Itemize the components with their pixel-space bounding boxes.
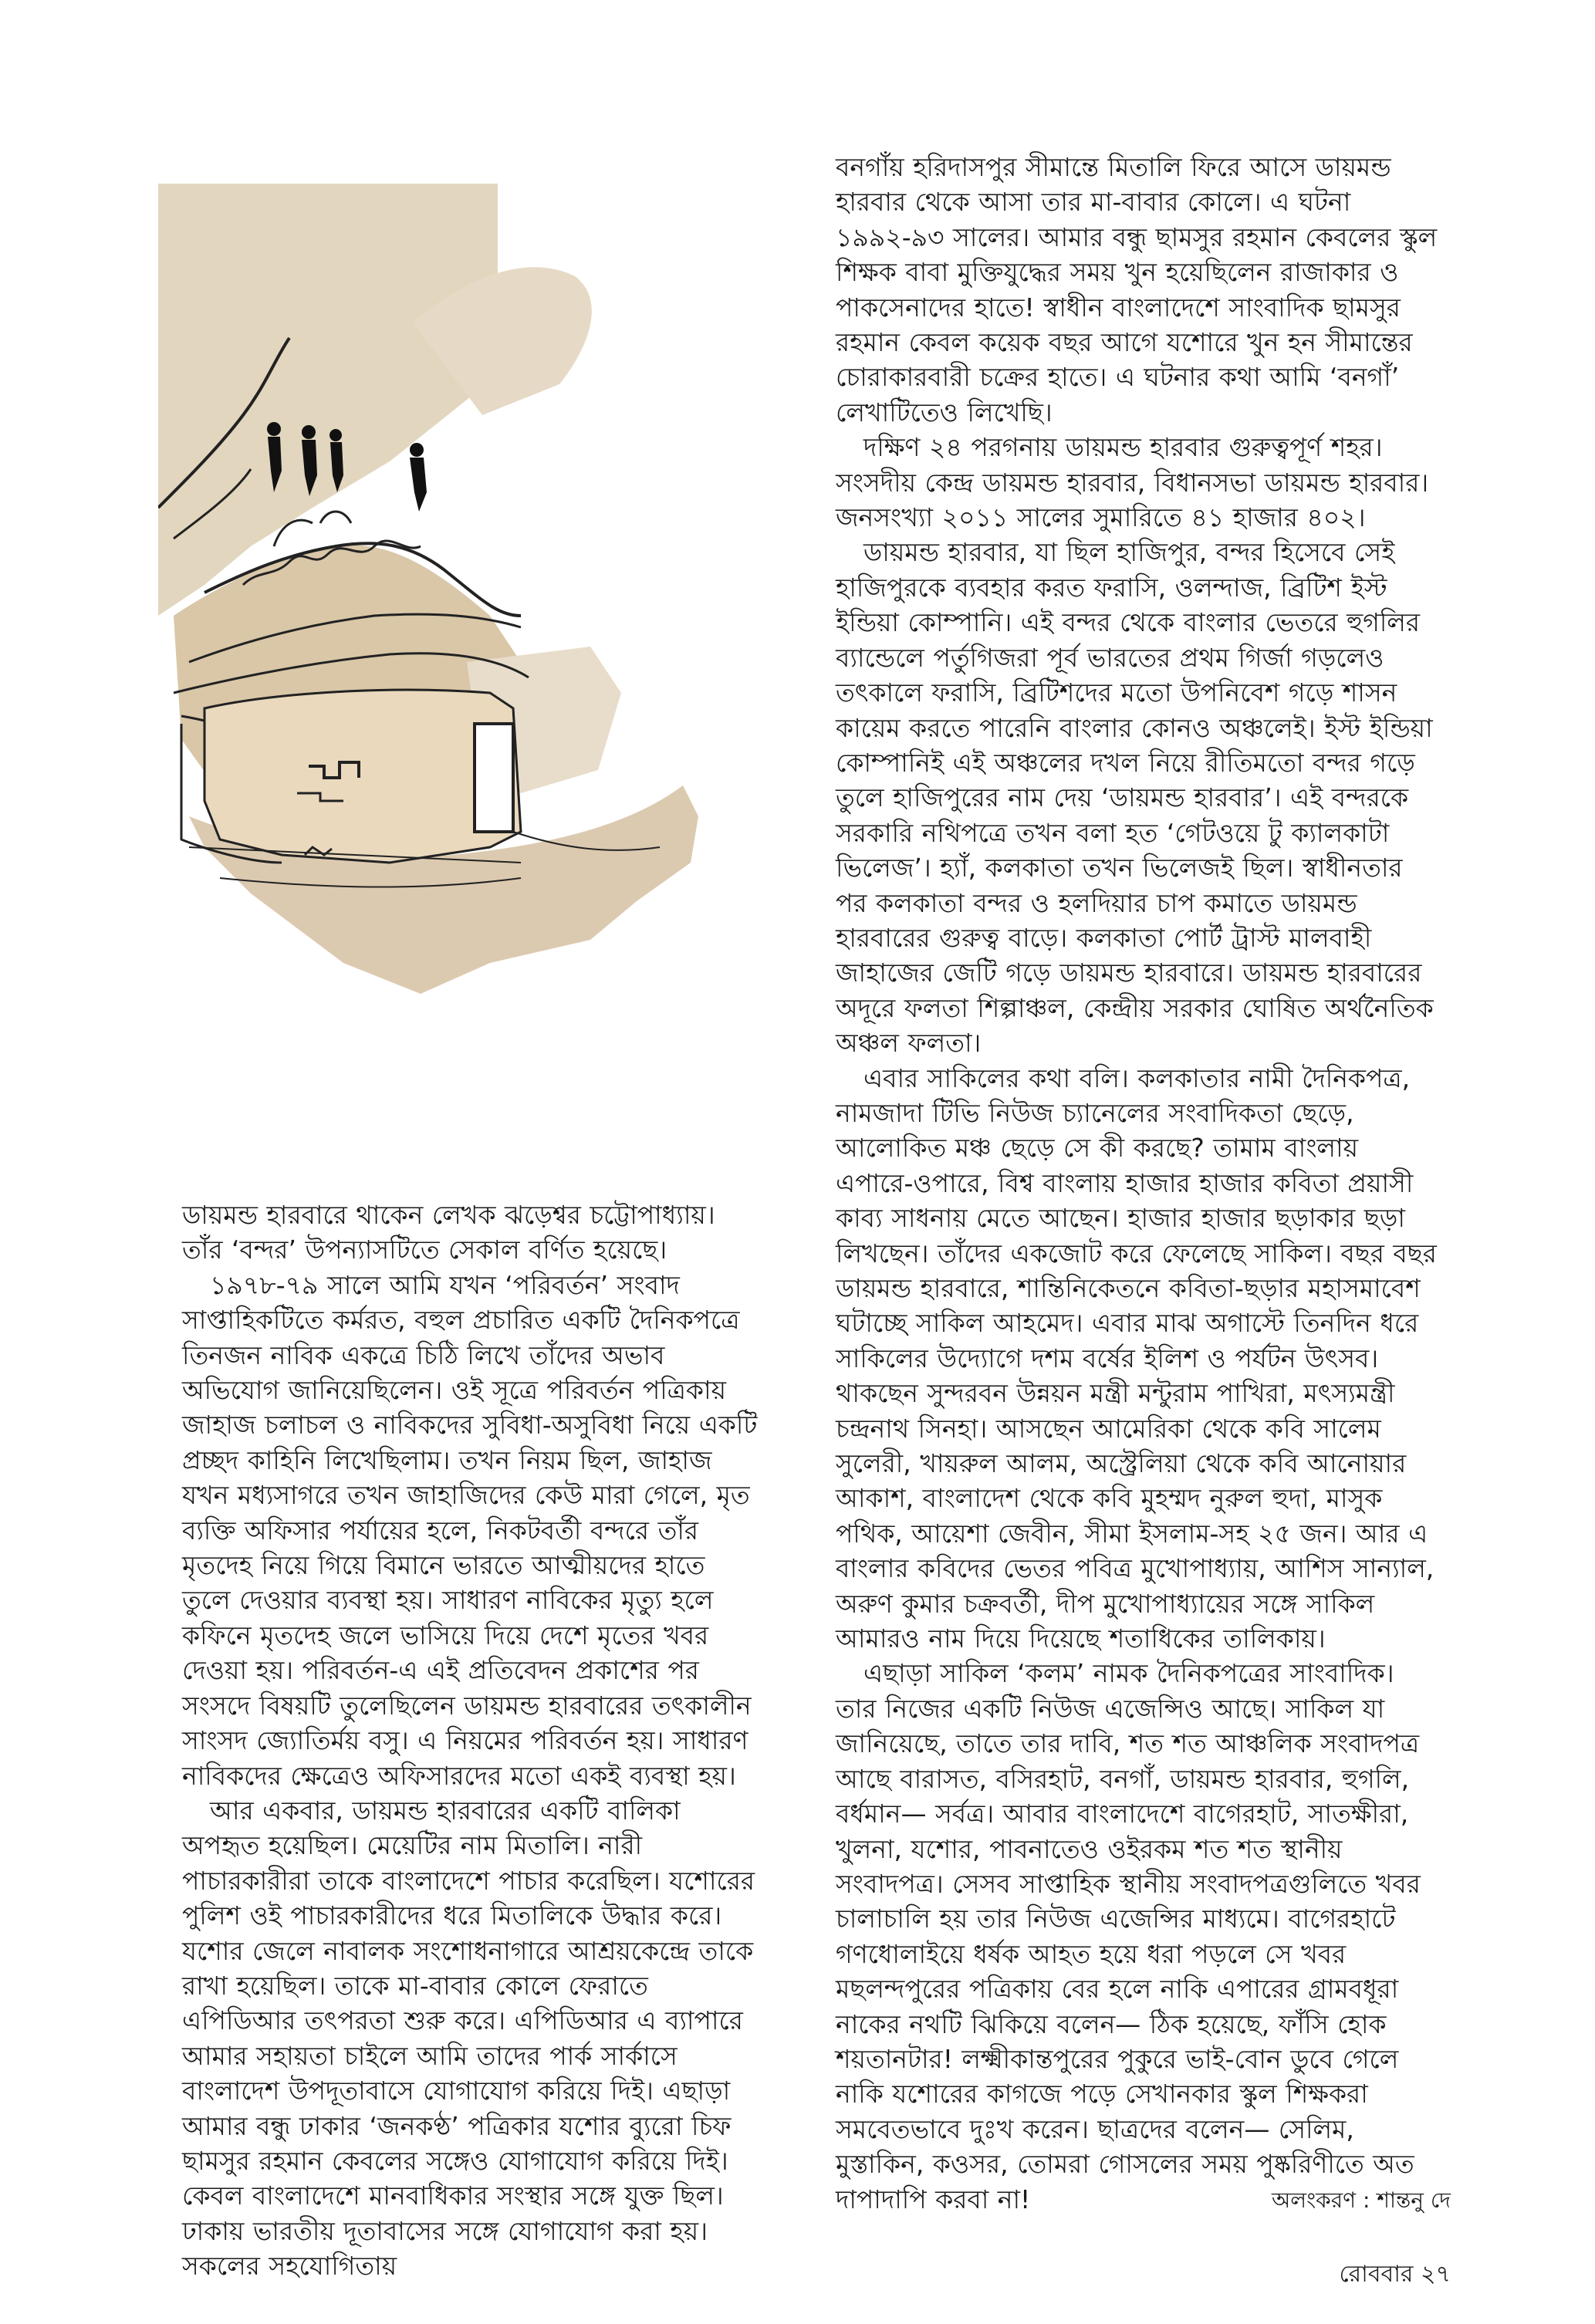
paragraph: দক্ষিণ ২৪ পরগনায় ডায়মন্ড হারবার গুরুত্বপূর্ণ শহর। সংসদীয় কেন্দ্র ডায়মন্ড হারবার, বিধানসভা ডায়মন্ড হারবার। জনসংখ্যা ২০১১ সালের সুমারিতে ৪১ হাজার ৪০২। xyxy=(836,432,1429,533)
paragraph: এবার সাকিলের কথা বলি। কলকাতার নামী দৈনিকপত্র, নামজাদা টিভি নিউজ চ্যানেলের সংবাদিকতা ছেড়ে, আলোকিত মঞ্চ ছেড়ে সে কী করছে? তামাম বাংলায় এপারে-ওপারে, বিশ্ব বাংলায় হাজার হাজার কবিতা প্রয়াসী কাব্য সাধনায় মেতে আছেন। হাজার হাজার ছড়াকার ছড়া লিখছেন। তাঁদের একজোট করে ফেলেছে সাকিল। বছর বছর ডায়মন্ড হারবারে, শান্তিনিকেতনে কবিতা-ছড়ার মহাসমাবেশ ঘটাচ্ছে সাকিল আহমেদ। এবার মাঝ অগাস্টে তিনদিন ধরে সাকিলের উদ্যোগে দশম বর্ষের ইলিশ ও পর্যটন উৎসব। থাকছেন সুন্দরবন উন্নয়ন মন্ত্রী মন্টুরাম পাখিরা, মৎস্যমন্ত্রী চন্দ্রনাথ সিনহা। আসছেন আমেরিকা থেকে কবি সালেম সুলেরী, খায়রুল আলম, অস্ট্রেলিয়া থেকে কবি আনোয়ার আকাশ, বাংলাদেশ থেকে কবি মুহম্মদ নুরুল হুদা, মাসুক পথিক, আয়েশা জেবীন, সীমা ইসলাম-সহ ২৫ জন। আর এ বাংলার কবিদের ভেতর পবিত্র মুখোপাধ্যায়, আশিস সান্যাল, অরুণ কুমার চক্রবর্তী, দীপ মুখোপাধ্যায়ের সঙ্গে সাকিল আমারও নাম দিয়ে দিয়েছে শতাধিকের তালিকায়। xyxy=(836,1062,1437,1654)
page-folio: রোববার ২৭ xyxy=(1339,2261,1451,2288)
illustration-credit: অলংকরণ : শান্তনু দে xyxy=(1272,2187,1451,2213)
article-right-column xyxy=(836,150,1438,2217)
paragraph: ১৯৭৮-৭৯ সালে আমি যখন ‘পরিবর্তন’ সংবাদ সাপ্তাহিকটিতে কর্মরত, বহুল প্রচারিত একটি দৈনিকপত্রে তিনজন নাবিক একত্রে চিঠি লিখে তাঁদের অভাব অভিযোগ জানিয়েছিলেন। ওই সূত্রে পরিবর্তন পত্রিকায় জাহাজ চলাচল ও নাবিকদের সুবিধা-অসুবিধা নিয়ে একটি প্রচ্ছদ কাহিনি লিখেছিলাম। তখন নিয়ম ছিল, জাহাজ যখন মধ্যসাগরে তখন জাহাজিদের কেউ মারা গেলে, মৃত ব্যক্তি অফিসার পর্যায়ের হলে, নিকটবর্তী বন্দরে তাঁর মৃতদেহ নিয়ে গিয়ে বিমানে ভারতে আত্মীয়দের হাতে তুলে দেওয়ার ব্যবস্থা হয়। সাধারণ নাবিকের মৃত্যু হলে কফিনে মৃতদেহ জলে ভাসিয়ে দিয়ে দেশে মৃতের খবর দেওয়া হয়। পরিবর্তন-এ এই প্রতিবেদন প্রকাশের পর সংসদে বিষয়টি তুলেছিলেন ডায়মন্ড হারবারের তৎকালীন সাংসদ জ্যোতির্ময় বসু। এ নিয়মের পরিবর্তন হয়। সাধারণ নাবিকদের ক্ষেত্রেও অফিসারদের মতো একই ব্যবস্থা হয়। xyxy=(182,1269,758,1791)
paragraph: বনগাঁয় হরিদাসপুর সীমান্তে মিতালি ফিরে আসে ডায়মন্ড হারবার থেকে আসা তার মা-বাবার কোলে। এ ঘটনা ১৯৯২-৯৩ সালের। আমার বন্ধু ছামসুর রহমান কেবলের স্কুল শিক্ষক বাবা মুক্তিযুদ্ধের সময় খুন হয়েছিলেন রাজাকার ও পাকসেনাদের হাতে! স্বাধীন বাংলাদেশে সাংবাদিক ছামসুর রহমান কেবল কয়েক বছর আগে যশোরে খুন হন সীমান্তের চোরাকারবারী চক্রের হাতে। এ ঘটনার কথা আমি ‘বনগাঁ’ লেখাটিতেও লিখেছি। xyxy=(836,152,1438,427)
village-sketch-illustration xyxy=(158,184,768,1048)
paragraph: ডায়মন্ড হারবার, যা ছিল হাজিপুর, বন্দর হিসেবে সেই হাজিপুরকে ব্যবহার করত ফরাসি, ওলন্দাজ, ব্রিটিশ ইস্ট ইন্ডিয়া কোম্পানি। এই বন্দর থেকে বাংলার ভেতরে হুগলির ব্যান্ডেলে পর্তুগিজরা পূর্ব ভারতের প্রথম গির্জা গড়লেও তৎকালে ফরাসি, ব্রিটিশদের মতো উপনিবেশ গড়ে শাসন কায়েম করতে পারেনি বাংলার কোনও অঞ্চলেই। ইস্ট ইন্ডিয়া কোম্পানিই এই অঞ্চলের দখল নিয়ে রীতিমতো বন্দর গড়ে তুলে হাজিপুরের নাম দেয় ‘ডায়মন্ড হারবার’। এই বন্দরকে সরকারি নথিপত্রে তখন বলা হত ‘গেটওয়ে টু ক্যালকাটা ভিলেজ’। হ্যাঁ, কলকাতা তখন ভিলেজই ছিল। স্বাধীনতার পর কলকাতা বন্দর ও হলদিয়ার চাপ কমাতে ডায়মন্ড হারবারের গুরুত্ব বাড়ে। কলকাতা পোর্ট ট্রাস্ট মালবাহী জাহাজের জেটি গড়ে ডায়মন্ড হারবারে। ডায়মন্ড হারবারের অদূরে ফলতা শিল্পাঞ্চল, কেন্দ্রীয় সরকার ঘোষিত অর্থনৈতিক অঞ্চল ফলতা। xyxy=(836,537,1434,1059)
paragraph: ডায়মন্ড হারবারে থাকেন লেখক ঝড়েশ্বর চট্টোপাধ্যায়। তাঁর ‘বন্দর’ উপন্যাসটিতে সেকাল বর্ণিত হয়েছে। xyxy=(182,1200,715,1265)
paragraph: এছাড়া সাকিল ‘কলম’ নামক দৈনিকপত্রের সাংবাদিক। তার নিজের একটি নিউজ এজেন্সিও আছে। সাকিল যা জানিয়েছে, তাতে তার দাবি, শত শত আঞ্চলিক সংবাদপত্র আছে বারাসত, বসিরহাট, বনগাঁ, ডায়মন্ড হারবার, হুগলি, বর্ধমান— সর্বত্র। আবার বাংলাদেশে বাগেরহাট, সাতক্ষীরা, খুলনা, যশোর, পাবনাতেও ওইরকম শত শত স্থানীয় সংবাদপত্র। সেসব সাপ্তাহিক স্থানীয় সংবাদপত্রগুলিতে খবর চালাচালি হয় তার নিউজ এজেন্সির মাধ্যমে। বাগেরহাটে গণধোলাইয়ে ধর্ষক আহত হয়ে ধরা পড়লে সে খবর মছলন্দপুরের পত্রিকায় বের হলে নাকি এপারের গ্রামবধূরা নাকের নথটি ঝিকিয়ে বলেন— ঠিক হয়েছে, ফাঁসি হোক শয়তানটার! লক্ষ্মীকান্তপুরের পুকুরে ভাই-বোন ডুবে গেলে নাকি যশোরের কাগজে পড়ে সেখানকার স্কুল শিক্ষকরা সমবেতভাবে দুঃখ করেন। ছাত্রদের বলেন— সেলিম, মুস্তাকিন, কওসর, তোমরা গোসলের সময় পুষ্করিণীতে অত দাপাদাপি করবা না! xyxy=(836,1658,1421,2214)
paragraph: আর একবার, ডায়মন্ড হারবারের একটি বালিকা অপহৃত হয়েছিল। মেয়েটির নাম মিতালি। নারী পাচারকারীরা তাকে বাংলাদেশে পাচার করেছিল। যশোরের পুলিশ ওই পাচারকারীদের ধরে মিতালিকে উদ্ধার করে। যশোর জেলে নাবালক সংশোধনাগারে আশ্রয়কেন্দ্রে তাকে রাখা হয়েছিল। তাকে মা-বাবার কোলে ফেরাতে এপিডিআর তৎপরতা শুরু করে। এপিডিআর এ ব্যাপারে আমার সহায়তা চাইলে আমি তাদের পার্ক সার্কাসে বাংলাদেশ উপদূতাবাসে যোগাযোগ করিয়ে দিই। এছাড়া আমার বন্ধু ঢাকার ‘জনকণ্ঠ’ পত্রিকার যশোর ব্যুরো চিফ ছামসুর রহমান কেবলের সঙ্গেও যোগাযোগ করিয়ে দিই। কেবল বাংলাদেশে মানবাধিকার সংস্থার সঙ্গে যুক্ত ছিল। ঢাকায় ভারতীয় দূতাবাসের সঙ্গে যোগাযোগ করা হয়। সকলের সহযোগিতায় xyxy=(182,1795,755,2282)
article-left-column xyxy=(182,1197,761,2284)
